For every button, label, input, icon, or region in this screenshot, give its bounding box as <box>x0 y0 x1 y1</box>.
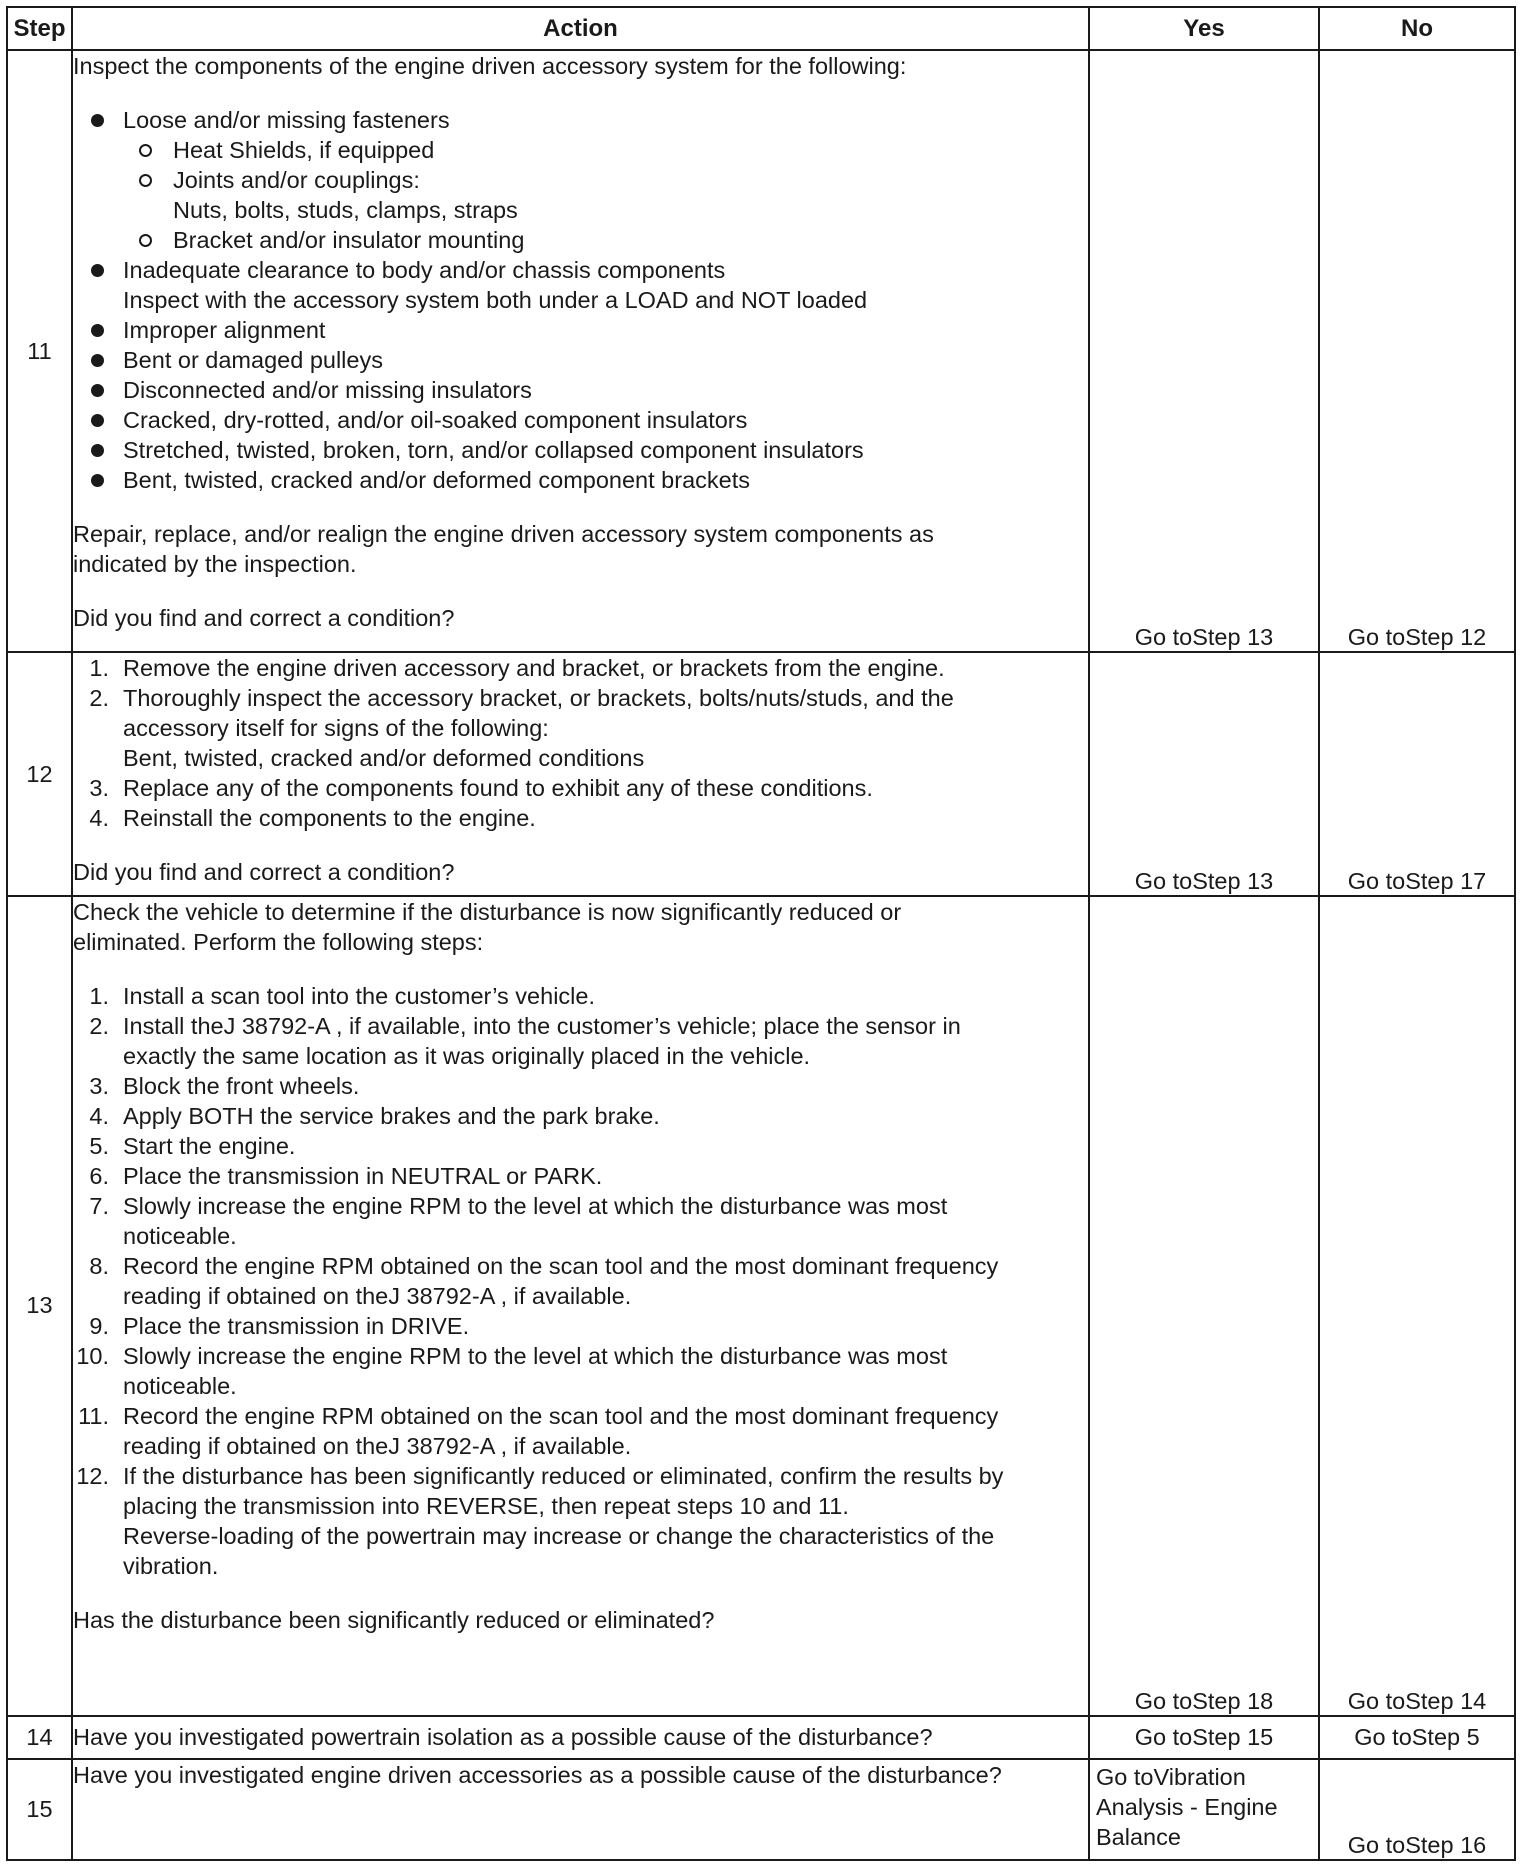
no-result: Go toStep 16 <box>1319 1759 1515 1860</box>
header-no: No <box>1319 7 1515 50</box>
bullet-icon <box>91 414 104 427</box>
no-result: Go toStep 12 <box>1319 50 1515 652</box>
action-cell <box>72 896 1089 1716</box>
header-step: Step <box>7 7 72 50</box>
list-item: 5. Start the engine. <box>89 1132 296 1159</box>
sub-list <box>123 135 1088 255</box>
bullet-icon <box>91 354 104 367</box>
action-question: Did you find and correct a condition? <box>73 605 455 632</box>
bullet-icon <box>91 324 104 337</box>
step-number: 14 <box>7 1716 72 1759</box>
list-item: 10. Slowly increase the engine RPM to the level at which the disturbance was most noticeable. <box>76 1342 948 1399</box>
list-item: Cracked, dry-rotted, and/or oil-soaked component insulators <box>73 405 1088 435</box>
list-item: 1. Remove the engine driven accessory and bracket, or brackets from the engine. <box>89 655 945 682</box>
list-item: Improper alignment <box>73 315 1088 345</box>
bullet-icon <box>91 114 104 127</box>
list-item: Heat Shields, if equipped <box>123 135 1088 165</box>
diagnostic-steps-table <box>6 6 1516 1861</box>
step-number: 13 <box>7 896 72 1716</box>
table-row-step-15 <box>7 1759 1515 1860</box>
yes-result: Go toStep 13 <box>1089 652 1319 895</box>
list-item: 6. Place the transmission in NEUTRAL or PARK. <box>89 1162 603 1189</box>
bullet-list <box>73 105 1088 495</box>
step-number: 11 <box>7 50 72 652</box>
table-row-step-11 <box>7 50 1515 652</box>
list-item: 9. Place the transmission in DRIVE. <box>89 1312 470 1339</box>
bullet-icon <box>91 384 104 397</box>
yes-result: Go toVibration Analysis - Engine Balance <box>1089 1759 1319 1860</box>
action-cell <box>72 1759 1089 1860</box>
step-number: 12 <box>7 652 72 895</box>
action-cell <box>72 1716 1089 1759</box>
no-result: Go toStep 5 <box>1319 1716 1515 1759</box>
action-question: Has the disturbance been significantly reduced or eliminated? <box>73 1606 715 1633</box>
list-item: Bracket and/or insulator mounting <box>123 225 1088 255</box>
action-question: Have you investigated powertrain isolation as a possible cause of the disturbance? <box>73 1724 933 1751</box>
table-row-step-14 <box>7 1716 1515 1759</box>
circle-bullet-icon <box>139 144 152 157</box>
no-result: Go toStep 17 <box>1319 652 1515 895</box>
header-yes: Yes <box>1089 7 1319 50</box>
list-item: Disconnected and/or missing insulators <box>73 375 1088 405</box>
yes-result: Go toStep 18 <box>1089 896 1319 1716</box>
numbered-steps-list <box>73 653 1088 833</box>
circle-bullet-icon <box>139 174 152 187</box>
bullet-icon <box>91 444 104 457</box>
yes-result: Go toStep 13 <box>1089 50 1319 652</box>
list-item: Inadequate clearance to body and/or chassis components Inspect with the accessory system both under a LOAD and NOT loaded <box>73 255 1088 315</box>
action-cell <box>72 652 1089 895</box>
action-question: Did you find and correct a condition? <box>73 859 455 886</box>
list-item: 4. Reinstall the components to the engine. <box>89 805 536 832</box>
list-item: 2. Thoroughly inspect the accessory bracket, or brackets, bolts/nuts/studs, and the accessory itself for signs of the following: Bent, twisted, cracked and/or deformed conditions <box>89 685 954 772</box>
list-item: 2. Install theJ 38792-A , if available, into the customer’s vehicle; place the sensor in exactly the same location as it was originally placed in the vehicle. <box>89 1012 961 1069</box>
list-item: 12. If the disturbance has been significantly reduced or eliminated, confirm the results by placing the transmission into REVERSE, then repeat steps 10 and 11. Reverse-loading of the powertrain may increase or change the characteristics of the vibration. <box>76 1462 1004 1579</box>
list-item: 7. Slowly increase the engine RPM to the level at which the disturbance was most noticeable. <box>89 1192 948 1249</box>
action-intro: Inspect the components of the engine driven accessory system for the following: <box>73 53 907 80</box>
list-item: 4. Apply BOTH the service brakes and the park brake. <box>89 1102 660 1129</box>
list-item: 3. Block the front wheels. <box>89 1072 360 1099</box>
table-row-step-13 <box>7 896 1515 1716</box>
list-item: Bent or damaged pulleys <box>73 345 1088 375</box>
list-item: Joints and/or couplings: Nuts, bolts, studs, clamps, straps <box>123 165 1088 225</box>
no-result: Go toStep 14 <box>1319 896 1515 1716</box>
numbered-steps-list <box>73 981 1088 1581</box>
list-item: 8. Record the engine RPM obtained on the scan tool and the most dominant frequency reading if obtained on theJ 38792-A , if available. <box>89 1252 999 1309</box>
list-item: 3. Replace any of the components found to exhibit any of these conditions. <box>89 775 873 802</box>
header-action: Action <box>72 7 1089 50</box>
yes-result: Go toStep 15 <box>1089 1716 1319 1759</box>
repair-instruction: Repair, replace, and/or realign the engine driven accessory system components as indicated by the inspection. <box>73 521 934 578</box>
list-item: Loose and/or missing fasteners Heat Shields, if equipped Joints and/or couplings: Nuts, bolts, studs, clamps, straps Bracket and/or insulator mounting <box>73 105 1088 255</box>
action-cell <box>72 50 1089 652</box>
list-item: Bent, twisted, cracked and/or deformed component brackets <box>73 465 1088 495</box>
list-item: Stretched, twisted, broken, torn, and/or collapsed component insulators <box>73 435 1088 465</box>
list-item: 1. Install a scan tool into the customer’s vehicle. <box>89 982 595 1009</box>
bullet-icon <box>91 264 104 277</box>
table-row-step-12 <box>7 652 1515 895</box>
bullet-icon <box>91 474 104 487</box>
action-question: Have you investigated engine driven accessories as a possible cause of the disturbance? <box>73 1761 1002 1788</box>
list-item: 11. Record the engine RPM obtained on the scan tool and the most dominant frequency reading if obtained on theJ 38792-A , if available. <box>78 1402 999 1459</box>
table-header-row <box>7 7 1515 50</box>
step-number: 15 <box>7 1759 72 1860</box>
action-intro: Check the vehicle to determine if the disturbance is now significantly reduced or eliminated. Perform the following steps: <box>73 898 902 955</box>
circle-bullet-icon <box>139 234 152 247</box>
